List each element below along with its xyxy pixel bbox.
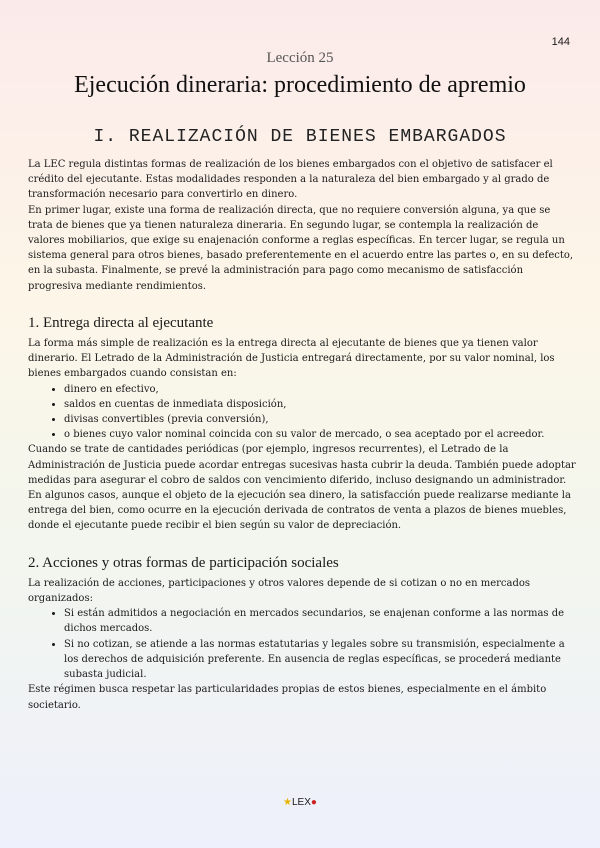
sub1-paragraph-2: Cuando se trate de cantidades periódicas (por ejemplo, ingresos recurrentes), el Letrado de la Administración de Justicia puede acordar entregas sucesivas hasta cubrir la deuda. También puede adoptar medidas para asegurar el cobro de saldos con vencimiento diferido, incluso designando un administrador. (28, 444, 576, 486)
sub2-paragraph-2: Este régimen busca respetar las particularidades propias de estos bienes, especialmente en el ámbito societario. (28, 684, 547, 711)
sub2-paragraph-1: La realización de acciones, participaciones y otros valores depende de si cotizan o no en mercados organizados: (28, 577, 531, 605)
star-icon: ★ (283, 797, 292, 808)
list-item: • Si están admitidos a negociación en mercados secundarios, se enajenan conforme a las normas de dichos mercados. (64, 606, 576, 636)
sub1-paragraph-3: En algunos casos, aunque el objeto de la ejecución sea dinero, la satisfacción puede realizarse mediante la entrega del bien, como ocurre en la ejecución derivada de contratos de venta a plazos de bienes muebles, donde el ejecutante puede recibir el bien según su valor de depreciación. (28, 490, 571, 532)
subsection-1-heading: 1. Entrega directa al ejecutante (28, 314, 214, 331)
drop-icon: ● (310, 797, 317, 808)
footer-logo (0, 797, 600, 808)
lesson-label: Lección 25 (266, 50, 334, 66)
list-item: • Si no cotizan, se atiende a las normas estatutarias y legales sobre su transmisión, especialmente a los derechos de adquisición preferente. En ausencia de reglas específicas, se procederá mediante subasta judicial. (64, 637, 576, 683)
page-number: 144 (551, 36, 570, 48)
subsection-2-heading: 2. Acciones y otras formas de participación sociales (28, 554, 339, 571)
list-item: • dinero en efectivo, (64, 382, 576, 397)
list-item: • saldos en cuentas de inmediata disposición, (64, 397, 576, 412)
page-title: Ejecución dineraria: procedimiento de apremio (74, 72, 526, 98)
sub1-list (28, 382, 576, 443)
list-item: • divisas convertibles (previa conversión), (64, 412, 576, 427)
intro-paragraph-2: En primer lugar, existe una forma de realización directa, que no requiere conversión alguna, ya que se trata de bienes que ya tienen naturaleza dineraria. En segundo lugar, se contempla la realización de valores mobiliarios, que exige su enajenación conforme a reglas específicas. En tercer lugar, se regula un sistema general para otros bienes, basado preferentemente en el acuerdo entre las partes o, en su defecto, en la subasta. Finalmente, se prevé la administración para pago como mecanismo de satisfacción progresiva mediante rendimientos. (28, 204, 574, 292)
section-heading: I. REALIZACIÓN DE BIENES EMBARGADOS (93, 127, 507, 147)
logo-text: LEX (292, 797, 311, 808)
list-item: • o bienes cuyo valor nominal coincida con su valor de mercado, o sea aceptado por el acreedor. (64, 427, 576, 442)
intro-paragraph-1: La LEC regula distintas formas de realización de los bienes embargados con el objetivo de satisfacer el crédito del ejecutante. Estas modalidades responden a la naturaleza del bien embargado y al grado de transformación necesario para convertirlo en dinero. (28, 159, 553, 201)
sub1-paragraph-1: La forma más simple de realización es la entrega directa al ejecutante de bienes que ya tienen valor dinerario. El Letrado de la Administración de Justicia entregará directamente, por su valor nominal, los bienes embargados cuando consistan en: (28, 338, 555, 380)
main-content (28, 157, 576, 713)
sub2-list (28, 606, 576, 682)
